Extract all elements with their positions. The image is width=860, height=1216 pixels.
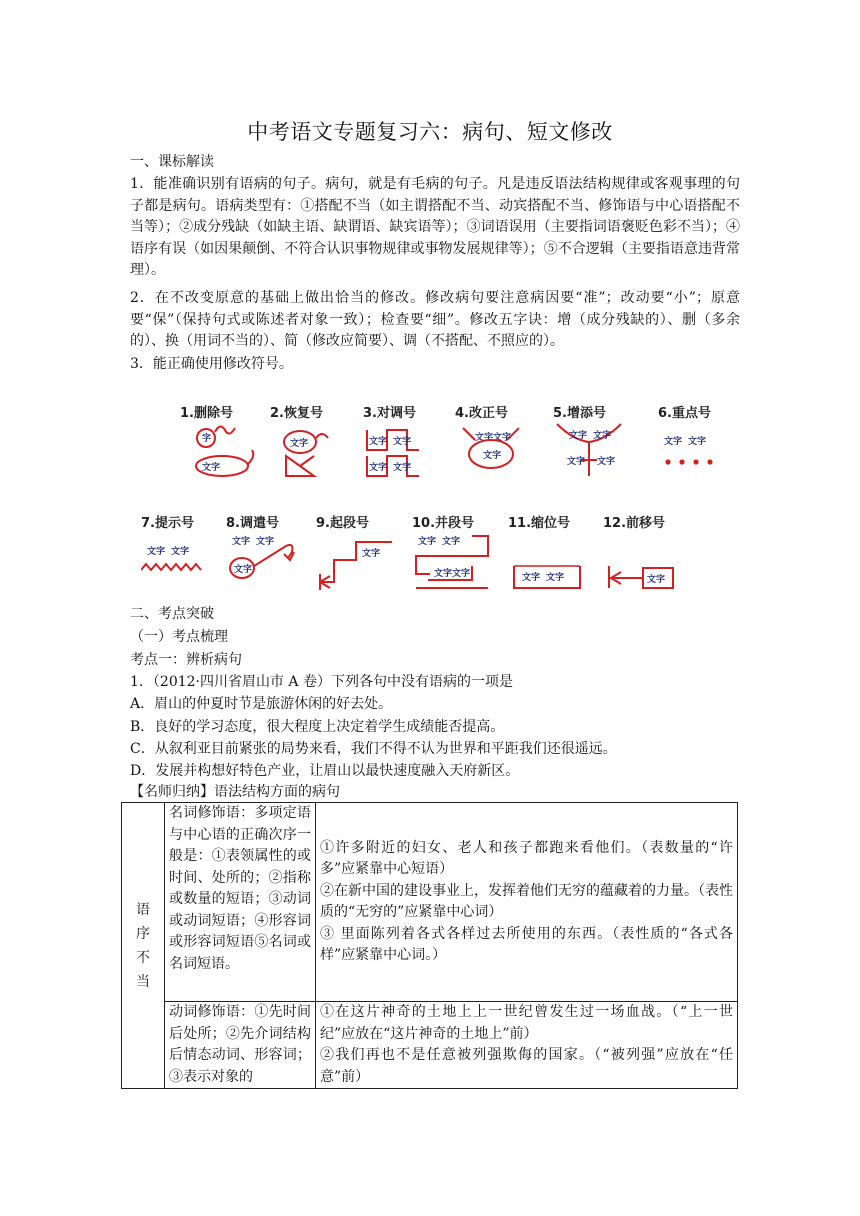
mark-label: 6.重点号 (658, 406, 711, 421)
option-c: C．从叙利亚目前紧张的局势来看，我们不得不认为世界和平距我们还很遥远。 (130, 741, 617, 757)
example-item: ③ 里面陈列着各式各样过去所使用的东西。（表性质的“各式各样”应紧靠中心词。） (320, 925, 733, 963)
section2-point1: 考点一：辨析病句 (130, 652, 242, 668)
question: 1．（2012·四川省眉山市 A 卷）下列各句中没有语病的一项是 (130, 674, 513, 690)
example-item: ①许多附近的妇女、老人和孩子都跑来看他们。（表数量的“许多”应紧靠中心短语） (320, 839, 733, 877)
mark-label: 4.改正号 (455, 406, 508, 421)
section1-item2: 2．在不改变原意的基础上做出恰当的修改。修改病句要注意病因要“准”；改动要“小”；原意要“保”（保持句式或陈述者对象一致）；检查要“细”。修改五字诀：增（成分残缺的）、删（多余的）、换（用词不当的）、简（修改应简要）、调（不搭配、不照应的）。 (130, 290, 740, 350)
svg-text:文字: 文字 (393, 437, 412, 447)
svg-text:文字: 文字 (493, 433, 512, 443)
svg-text:文字: 文字 (369, 463, 388, 473)
svg-text:文字: 文字 (442, 537, 461, 547)
option-d: D．发展并构想好特色产业，让眉山以最快速度融入天府新区。 (130, 763, 520, 779)
svg-text:文字: 文字 (232, 537, 251, 547)
merge-paragraph-mark-icon (412, 512, 522, 597)
page-title: 中考语文专题复习六：病句、短文修改 (247, 120, 613, 144)
examples-cell (316, 803, 738, 1002)
section1-heading: 一、课标解读 (130, 154, 214, 170)
svg-text:文字: 文字 (569, 431, 588, 441)
svg-text:文字: 文字 (256, 537, 275, 547)
svg-text:文字: 文字 (546, 573, 565, 583)
section2-sub1: （一）考点梳理 (130, 629, 228, 645)
section1-item3: 3．能正确使用修改符号。 (130, 356, 293, 372)
svg-text:文字: 文字 (664, 437, 683, 447)
category-label: 语序不当 (136, 901, 150, 990)
summary-heading: 【名师归纳】语法结构方面的病句 (130, 784, 340, 800)
svg-text:文字: 文字 (202, 463, 221, 473)
svg-text:文字: 文字 (483, 451, 502, 461)
option-a: A．眉山的仲夏时节是旅游休闲的好去处。 (130, 696, 393, 712)
emphasis-mark-icon (658, 402, 768, 487)
mark-label: 11.缩位号 (508, 516, 571, 531)
mark-label: 5.增添号 (553, 406, 606, 421)
mark-label: 7.提示号 (141, 516, 194, 531)
svg-text:文字: 文字 (452, 569, 471, 579)
svg-text:文字: 文字 (597, 457, 616, 467)
svg-text:文字: 文字 (593, 431, 612, 441)
svg-text:文字: 文字 (362, 549, 381, 559)
insert-mark-icon (553, 402, 663, 487)
mark-label: 8.调遣号 (226, 516, 279, 531)
svg-text:文字: 文字 (688, 437, 707, 447)
mark-label: 12.前移号 (603, 516, 666, 531)
mark-label: 3.对调号 (363, 406, 416, 421)
section1-item1: 1．能准确识别有语病的句子。病句，就是有毛病的句子。凡是违反语法结构规律或客观事理的句子都是病句。语病类型有：①搭配不当（如主谓搭配不当、动宾搭配不当、修饰语与中心语搭配不当等）；②成分残缺（如缺主语、缺谓语、缺宾语等）；③词语误用（主要指词语褒贬色彩不当）；④语序有误（如因果颠倒、不符合认识事物规律或事物发展规律等）；⑤不合逻辑（主要指语意违背常理）。 (130, 176, 740, 279)
example-item: ②我们再也不是任意被列强欺侮的国家。（“被列强”应放在“任意”前） (320, 1047, 733, 1085)
new-paragraph-mark-icon (316, 512, 426, 597)
svg-text:文字: 文字 (369, 437, 388, 447)
type-cell: 动词修饰语：①先时间后处所；②先介词结构后情态动词、形容词；③表示对象的 (165, 1002, 316, 1089)
indent-mark-icon (508, 512, 618, 597)
svg-text:文字: 文字 (290, 439, 309, 449)
svg-text:文字: 文字 (147, 547, 166, 557)
example-item: ①在这片神奇的土地上上一世纪曾发生过一场血战。（“上一世纪”应放在“这片神奇的土地上”前） (320, 1004, 733, 1042)
mark-label: 9.起段号 (316, 516, 369, 531)
move-forward-mark-icon (603, 512, 713, 597)
mark-label: 10.并段号 (412, 516, 475, 531)
mark-label: 2.恢复号 (270, 406, 323, 421)
examples-cell (316, 1002, 738, 1089)
svg-text:文字: 文字 (647, 575, 666, 585)
svg-text:文字: 文字 (434, 569, 453, 579)
option-b: B．良好的学习态度，很大程度上决定着学生成绩能否提高。 (130, 719, 505, 735)
table-row (122, 1002, 738, 1089)
svg-text:文字: 文字 (393, 463, 412, 473)
type-cell: 名词修饰语：多项定语与中心语的正确次序一般是：①表领属性的或时间、处所的；②指称或数量的短语；③动词或动词短语；④形容词或形容词短语⑤名词或名词短语。 (165, 803, 316, 1002)
correct-mark-icon (455, 402, 565, 487)
category-cell (122, 803, 165, 1089)
mark-label: 1.删除号 (180, 406, 233, 421)
section2-heading: 二、考点突破 (130, 606, 214, 622)
svg-text:文字: 文字 (171, 547, 190, 557)
table-row (122, 803, 738, 1002)
svg-text:文字: 文字 (418, 537, 437, 547)
svg-text:文字: 文字 (475, 433, 494, 443)
svg-text:文字: 文字 (234, 565, 253, 575)
mark-sample: 字 (202, 434, 212, 444)
svg-text:文字: 文字 (567, 457, 586, 467)
grammar-errors-table (121, 802, 738, 1089)
svg-text:文字: 文字 (522, 573, 541, 583)
example-item: ②在新中国的建设事业上，发挥着他们无穷的蕴藏着的力量。（表性质的“无穷的”应紧靠中心词） (320, 882, 733, 920)
